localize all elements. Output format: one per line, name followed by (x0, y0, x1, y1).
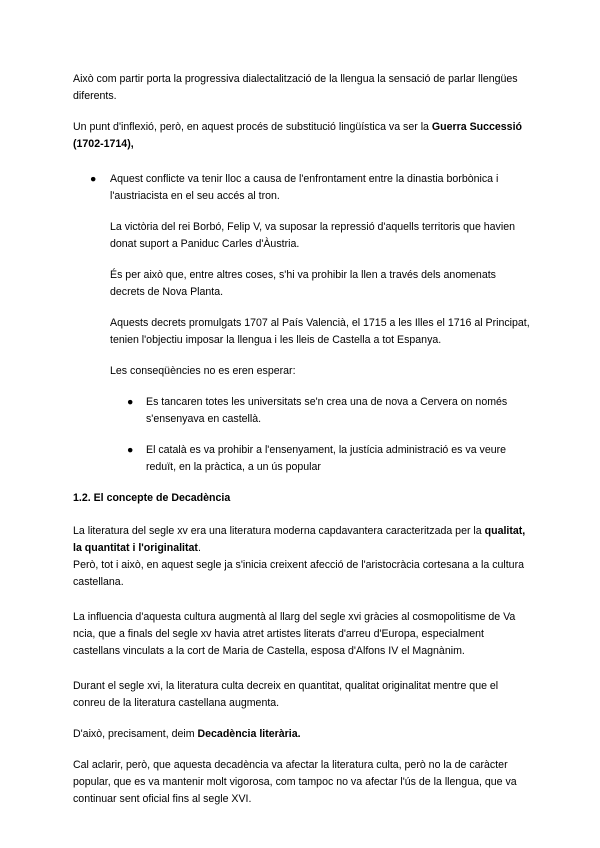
sub-bullet-catalan-prohibited (73, 442, 533, 476)
paragraph-text: D'això, precisament, deim (73, 728, 198, 740)
paragraph-literature-xv (73, 523, 533, 557)
paragraph-decadence-definition (73, 726, 533, 743)
paragraph-victory: La victòria del rei Borbó, Felip V, va suposar la repressió d'aquells territoris que havien donat suport a Paniduc Carles d'Àustria. (110, 221, 515, 250)
paragraph-text: La literatura del segle xv era una literatura moderna capdavantera caracteritzada per la (73, 525, 485, 537)
bullet-dot-icon: ● (127, 396, 134, 408)
paragraph-xvi-century: Durant el segle xvi, la literatura culta decreix en quantitat, qualitat originalitat mentre que el conreu de la literatura castellana augmenta. (73, 680, 499, 709)
paragraph-decrees: Aquests decrets promulgats 1707 al País Valencià, el 1715 a les Illes el 1716 al Principat, tenien l'objectiu imposar la llengua i les lleis de Castella a tot Espanya. (110, 317, 530, 346)
bullet-text: Aquest conflicte va tenir lloc a causa de l'enfrontament entre la dinastia borbònica i l'austriacista en el seu accés al tron. (110, 173, 499, 202)
paragraph-influence: La influencia d'aquesta cultura augmentà al llarg del segle xvi gràcies al cosmopolitisme de Va ncia, que a finals del segle xv havia atret artistes literats d'arreu d'Europa, especialment castellans vinculats a la cort de Maria de Castella, esposa d'Alfons IV el Magnànim. (73, 611, 516, 657)
bullet-conflict (73, 171, 533, 205)
paragraph-dialectalization: Això com partir porta la progressiva dialectalització de la llengua la sensació de parlar llengües diferents. (73, 73, 518, 102)
bold-quality-quantity: qualitat, la quantitat i l'originalitat (73, 525, 526, 554)
paragraph-clarification: Cal aclarir, però, que aquesta decadència va afectar la literatura culta, però no la de caràcter popular, que es va mantenir molt vigorosa, com tampoc no va afectar l'ús de la llengua, que va continuar sent oficial fins al segle XVI. (73, 759, 517, 805)
paragraph-prohibition: És per això que, entre altres coses, s'hi va prohibir la llen a través dels anomenats decrets de Nova Planta. (110, 269, 496, 298)
bold-war-of-succession: Guerra Successió (1702-1714), (73, 121, 522, 150)
paragraph-text: Un punt d'inflexió, però, en aquest procés de substitució lingüística va ser la (73, 121, 432, 133)
paragraph-aristocracy: Però, tot i això, en aquest segle ja s'inicia creixent afecció de l'aristocràcia cortesana a la cultura castellana. (73, 559, 524, 588)
document-body (73, 71, 533, 808)
section-heading: 1.2. El concepte de Decadència (73, 492, 231, 504)
bullet-text: Es tancaren totes les universitats se'n crea una de nova a Cervera on només s'ensenyava en castellà. (146, 396, 508, 425)
sub-bullet-universities (73, 394, 533, 428)
paragraph-consequences: Les conseqüències no es eren esperar: (110, 365, 296, 377)
bold-decadence: Decadència literària. (197, 728, 301, 740)
paragraph-inflection-point (73, 119, 533, 153)
bullet-dot-icon: ● (90, 173, 97, 185)
paragraph-period: . (197, 542, 201, 554)
bullet-dot-icon: ● (127, 444, 134, 456)
bullet-text: El català es va prohibir a l'ensenyament, la justícia administració es va veure reduït, en la pràctica, a un ús popular (146, 444, 507, 473)
